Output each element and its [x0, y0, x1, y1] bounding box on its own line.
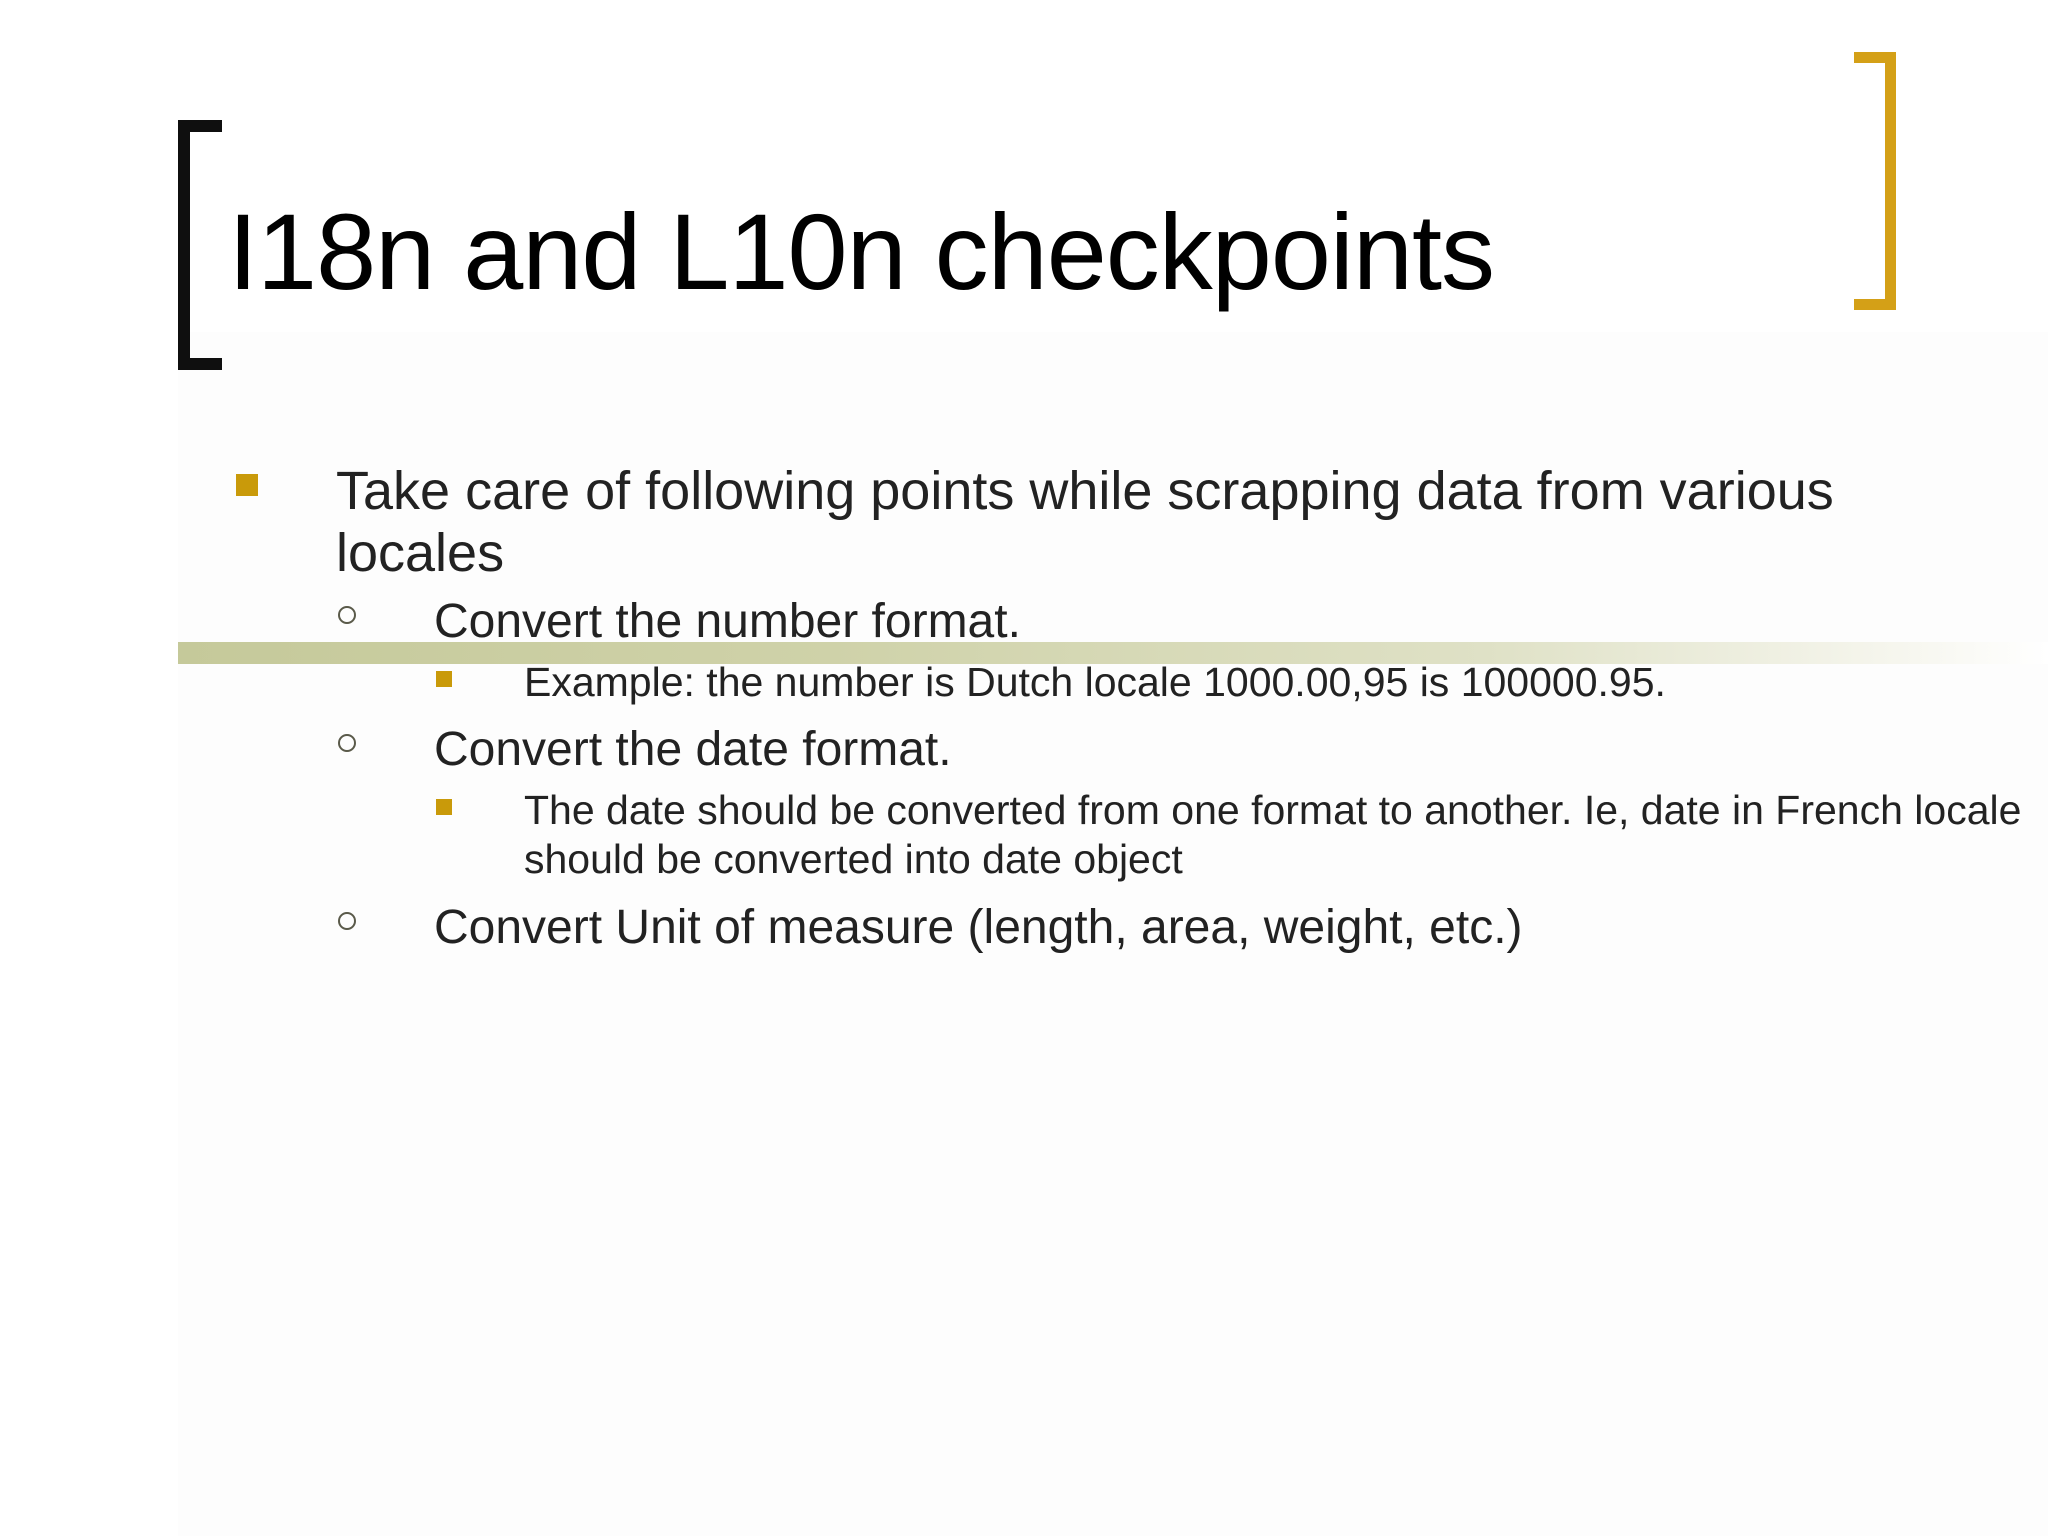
- circle-bullet-icon: [338, 912, 356, 930]
- circle-bullet-icon: [338, 734, 356, 752]
- bullet-text: Take care of following points while scrapping data from various locales: [336, 461, 1834, 583]
- slide-title: I18n and L10n checkpoints: [228, 191, 1494, 312]
- bullet-text: The date should be converted from one format to another. Ie, date in French locale should be converted into date object: [524, 787, 2022, 882]
- square-bullet-icon: [236, 474, 258, 496]
- square-bullet-icon: [436, 671, 452, 687]
- left-bracket-decoration: [178, 120, 214, 370]
- square-bullet-icon: [436, 799, 452, 815]
- bullet-text: Convert Unit of measure (length, area, weight, etc.): [434, 901, 1523, 954]
- circle-bullet-icon: [338, 606, 356, 624]
- right-bracket-decoration: [1854, 52, 1896, 310]
- bullet-text: Convert the date format.: [434, 723, 952, 776]
- bullet-text: Convert the number format.: [434, 595, 1021, 648]
- bullet-text: Example: the number is Dutch locale 1000.00,95 is 100000.95.: [524, 659, 1666, 705]
